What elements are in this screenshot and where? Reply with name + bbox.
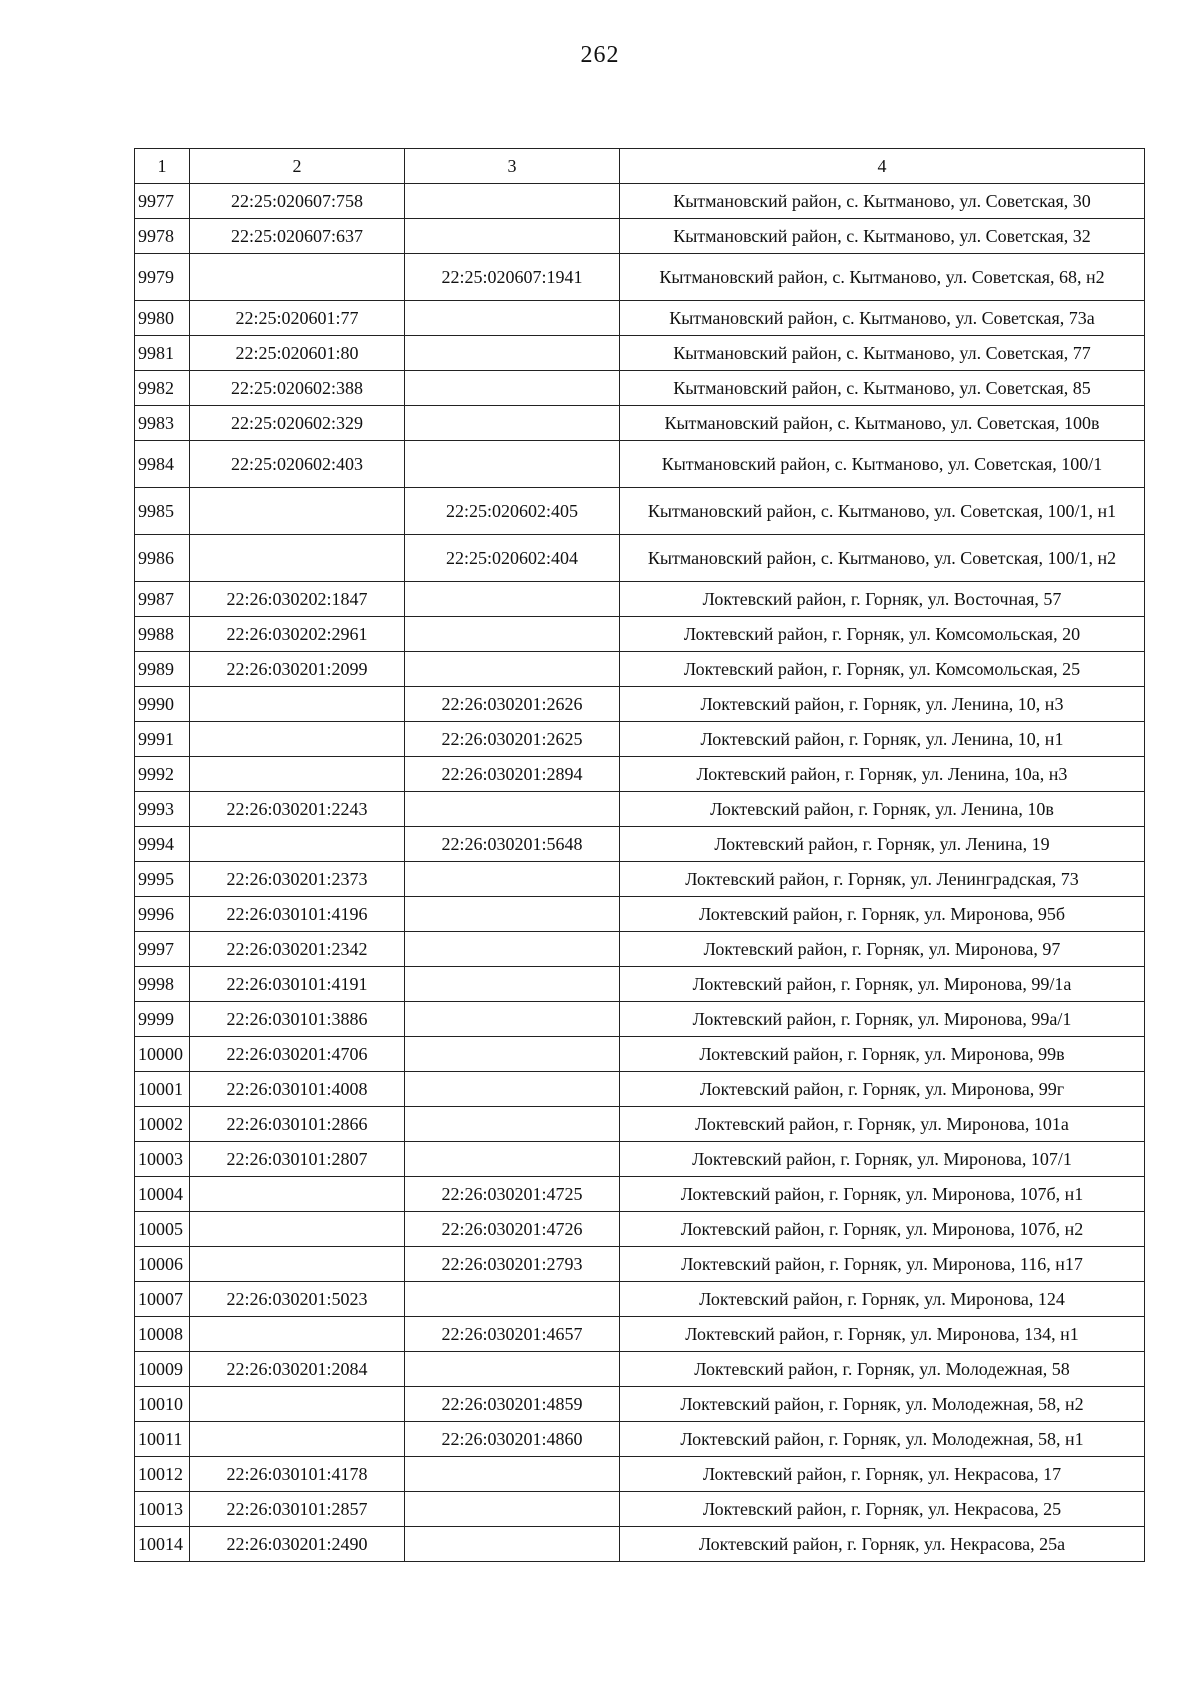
row-number: 9984 [135, 441, 190, 488]
row-number: 10011 [135, 1422, 190, 1457]
table-row [135, 184, 1145, 219]
row-number: 9977 [135, 184, 190, 219]
cadastral-number-col2: 22:26:030101:3886 [190, 1002, 405, 1037]
header-row [135, 149, 1145, 184]
cadastral-number-col2 [190, 535, 405, 582]
table-row [135, 406, 1145, 441]
table-row [135, 336, 1145, 371]
address: Локтевский район, г. Горняк, ул. Восточная, 57 [620, 582, 1145, 617]
address: Локтевский район, г. Горняк, ул. Миронова, 97 [620, 932, 1145, 967]
table-row [135, 1247, 1145, 1282]
cadastral-number-col2 [190, 1317, 405, 1352]
cadastral-number-col2: 22:26:030201:2342 [190, 932, 405, 967]
address: Кытмановский район, с. Кытманово, ул. Советская, 100/1, н1 [620, 488, 1145, 535]
table-row [135, 757, 1145, 792]
row-number: 9990 [135, 687, 190, 722]
cadastral-number-col2: 22:25:020607:637 [190, 219, 405, 254]
row-number: 9994 [135, 827, 190, 862]
cadastral-number-col2 [190, 1422, 405, 1457]
cadastral-number-col3 [405, 1492, 620, 1527]
row-number: 9978 [135, 219, 190, 254]
row-number: 9979 [135, 254, 190, 301]
cadastral-number-col2: 22:26:030101:4191 [190, 967, 405, 1002]
row-number: 10009 [135, 1352, 190, 1387]
table-row [135, 652, 1145, 687]
cadastral-number-col2: 22:26:030201:5023 [190, 1282, 405, 1317]
address: Локтевский район, г. Горняк, ул. Миронова, 107/1 [620, 1142, 1145, 1177]
table-row [135, 722, 1145, 757]
row-number: 10008 [135, 1317, 190, 1352]
address: Кытмановский район, с. Кытманово, ул. Советская, 30 [620, 184, 1145, 219]
table-row [135, 932, 1145, 967]
cadastral-number-col3 [405, 1457, 620, 1492]
cadastral-number-col2 [190, 1387, 405, 1422]
row-number: 9980 [135, 301, 190, 336]
cadastral-number-col2 [190, 1212, 405, 1247]
address: Локтевский район, г. Горняк, ул. Миронова, 101а [620, 1107, 1145, 1142]
cadastral-number-col2: 22:25:020602:403 [190, 441, 405, 488]
cadastral-number-col2 [190, 757, 405, 792]
row-number: 9987 [135, 582, 190, 617]
address: Локтевский район, г. Горняк, ул. Миронова, 107б, н1 [620, 1177, 1145, 1212]
cadastral-number-col3 [405, 219, 620, 254]
cadastral-number-col3 [405, 301, 620, 336]
cadastral-number-col2 [190, 1177, 405, 1212]
row-number: 9996 [135, 897, 190, 932]
address: Локтевский район, г. Горняк, ул. Молодежная, 58, н2 [620, 1387, 1145, 1422]
table-row [135, 687, 1145, 722]
address: Локтевский район, г. Горняк, ул. Ленина, 10, н3 [620, 687, 1145, 722]
header-col-3: 3 [405, 149, 620, 184]
table-row [135, 1177, 1145, 1212]
address: Локтевский район, г. Горняк, ул. Ленинградская, 73 [620, 862, 1145, 897]
cadastral-number-col2: 22:26:030201:2243 [190, 792, 405, 827]
cadastral-number-col2: 22:25:020607:758 [190, 184, 405, 219]
address: Локтевский район, г. Горняк, ул. Миронова, 107б, н2 [620, 1212, 1145, 1247]
cadastral-number-col3 [405, 617, 620, 652]
cadastral-number-col3: 22:26:030201:5648 [405, 827, 620, 862]
table-row [135, 254, 1145, 301]
row-number: 9997 [135, 932, 190, 967]
cadastral-number-col3 [405, 1037, 620, 1072]
cadastral-number-col3 [405, 1352, 620, 1387]
cadastral-number-col2: 22:26:030101:4196 [190, 897, 405, 932]
table-body [135, 184, 1145, 1562]
row-number: 10003 [135, 1142, 190, 1177]
table-row [135, 1492, 1145, 1527]
address: Локтевский район, г. Горняк, ул. Ленина, 19 [620, 827, 1145, 862]
row-number: 9985 [135, 488, 190, 535]
row-number: 10000 [135, 1037, 190, 1072]
row-number: 9991 [135, 722, 190, 757]
cadastral-number-col2: 22:26:030201:2490 [190, 1527, 405, 1562]
cadastral-number-col2 [190, 254, 405, 301]
cadastral-number-col2 [190, 827, 405, 862]
table-row [135, 792, 1145, 827]
address: Кытмановский район, с. Кытманово, ул. Советская, 85 [620, 371, 1145, 406]
address: Локтевский район, г. Горняк, ул. Миронова, 134, н1 [620, 1317, 1145, 1352]
cadastral-number-col3: 22:26:030201:4726 [405, 1212, 620, 1247]
row-number: 10001 [135, 1072, 190, 1107]
address: Кытмановский район, с. Кытманово, ул. Советская, 100/1 [620, 441, 1145, 488]
cadastral-number-col3: 22:26:030201:2793 [405, 1247, 620, 1282]
row-number: 9998 [135, 967, 190, 1002]
table-row [135, 1142, 1145, 1177]
cadastral-number-col2 [190, 1247, 405, 1282]
cadastral-number-col3 [405, 1072, 620, 1107]
table-row [135, 1317, 1145, 1352]
page-number: 262 [580, 42, 620, 68]
cadastral-number-col2: 22:26:030201:2084 [190, 1352, 405, 1387]
address: Локтевский район, г. Горняк, ул. Миронова, 95б [620, 897, 1145, 932]
table-row [135, 827, 1145, 862]
table-row [135, 219, 1145, 254]
row-number: 10007 [135, 1282, 190, 1317]
row-number: 10010 [135, 1387, 190, 1422]
address: Локтевский район, г. Горняк, ул. Некрасова, 25а [620, 1527, 1145, 1562]
header-col-2: 2 [190, 149, 405, 184]
address: Локтевский район, г. Горняк, ул. Ленина, 10, н1 [620, 722, 1145, 757]
row-number: 9999 [135, 1002, 190, 1037]
row-number: 9986 [135, 535, 190, 582]
table-row [135, 1282, 1145, 1317]
cadastral-number-col3 [405, 1527, 620, 1562]
cadastral-number-col3 [405, 582, 620, 617]
row-number: 10012 [135, 1457, 190, 1492]
cadastral-number-col3 [405, 1282, 620, 1317]
table-row [135, 1002, 1145, 1037]
row-number: 10006 [135, 1247, 190, 1282]
address: Локтевский район, г. Горняк, ул. Некрасова, 17 [620, 1457, 1145, 1492]
cadastral-number-col2 [190, 488, 405, 535]
table-row [135, 1422, 1145, 1457]
address: Локтевский район, г. Горняк, ул. Миронова, 99г [620, 1072, 1145, 1107]
table-row [135, 582, 1145, 617]
cadastral-number-col2: 22:25:020601:80 [190, 336, 405, 371]
cadastral-number-col2: 22:26:030101:2866 [190, 1107, 405, 1142]
table-row [135, 488, 1145, 535]
table-row [135, 1527, 1145, 1562]
row-number: 10005 [135, 1212, 190, 1247]
cadastral-number-col2: 22:26:030101:4008 [190, 1072, 405, 1107]
table-row [135, 897, 1145, 932]
row-number: 10013 [135, 1492, 190, 1527]
cadastral-number-col3 [405, 967, 620, 1002]
cadastral-number-col2 [190, 687, 405, 722]
cadastral-number-col3 [405, 336, 620, 371]
cadastral-number-col3: 22:26:030201:2625 [405, 722, 620, 757]
address: Локтевский район, г. Горняк, ул. Миронова, 99/1а [620, 967, 1145, 1002]
cadastral-number-col2: 22:25:020602:329 [190, 406, 405, 441]
row-number: 9982 [135, 371, 190, 406]
cadastral-number-col3 [405, 792, 620, 827]
header-col-1: 1 [135, 149, 190, 184]
cadastral-number-col3 [405, 371, 620, 406]
header-col-4: 4 [620, 149, 1145, 184]
cadastral-number-col3: 22:26:030201:4859 [405, 1387, 620, 1422]
address: Кытмановский район, с. Кытманово, ул. Советская, 73а [620, 301, 1145, 336]
address: Кытмановский район, с. Кытманово, ул. Советская, 100/1, н2 [620, 535, 1145, 582]
address: Локтевский район, г. Горняк, ул. Миронова, 116, н17 [620, 1247, 1145, 1282]
cadastral-number-col3: 22:25:020607:1941 [405, 254, 620, 301]
cadastral-number-col2: 22:26:030101:4178 [190, 1457, 405, 1492]
address: Локтевский район, г. Горняк, ул. Миронова, 99в [620, 1037, 1145, 1072]
address: Локтевский район, г. Горняк, ул. Комсомольская, 20 [620, 617, 1145, 652]
table-row [135, 441, 1145, 488]
cadastral-number-col3 [405, 897, 620, 932]
row-number: 9993 [135, 792, 190, 827]
cadastral-number-col2: 22:26:030201:2373 [190, 862, 405, 897]
cadastral-number-col2: 22:25:020601:77 [190, 301, 405, 336]
row-number: 9988 [135, 617, 190, 652]
table-row [135, 1352, 1145, 1387]
cadastral-number-col3: 22:26:030201:2894 [405, 757, 620, 792]
address: Кытмановский район, с. Кытманово, ул. Советская, 77 [620, 336, 1145, 371]
cadastral-number-col3: 22:26:030201:4725 [405, 1177, 620, 1212]
address: Локтевский район, г. Горняк, ул. Некрасова, 25 [620, 1492, 1145, 1527]
row-number: 10002 [135, 1107, 190, 1142]
table-row [135, 1072, 1145, 1107]
cadastral-number-col3: 22:26:030201:4860 [405, 1422, 620, 1457]
row-number: 9981 [135, 336, 190, 371]
table-row [135, 1107, 1145, 1142]
table-row [135, 1037, 1145, 1072]
address: Локтевский район, г. Горняк, ул. Ленина, 10в [620, 792, 1145, 827]
table-row [135, 1212, 1145, 1247]
address: Кытмановский район, с. Кытманово, ул. Советская, 68, н2 [620, 254, 1145, 301]
cadastral-number-col3 [405, 652, 620, 687]
table-row [135, 535, 1145, 582]
address: Локтевский район, г. Горняк, ул. Ленина, 10а, н3 [620, 757, 1145, 792]
address: Локтевский район, г. Горняк, ул. Миронова, 124 [620, 1282, 1145, 1317]
table-row [135, 1457, 1145, 1492]
registry-table [134, 148, 1145, 1562]
cadastral-number-col2: 22:26:030202:2961 [190, 617, 405, 652]
cadastral-number-col3 [405, 1002, 620, 1037]
row-number: 10014 [135, 1527, 190, 1562]
row-number: 9983 [135, 406, 190, 441]
row-number: 9989 [135, 652, 190, 687]
cadastral-number-col2 [190, 722, 405, 757]
cadastral-number-col2: 22:26:030202:1847 [190, 582, 405, 617]
cadastral-number-col3: 22:26:030201:4657 [405, 1317, 620, 1352]
cadastral-number-col3: 22:26:030201:2626 [405, 687, 620, 722]
row-number: 9995 [135, 862, 190, 897]
address: Кытмановский район, с. Кытманово, ул. Советская, 100в [620, 406, 1145, 441]
row-number: 9992 [135, 757, 190, 792]
address: Кытмановский район, с. Кытманово, ул. Советская, 32 [620, 219, 1145, 254]
cadastral-number-col3 [405, 1142, 620, 1177]
cadastral-number-col3 [405, 184, 620, 219]
table-header [135, 149, 1145, 184]
table-row [135, 862, 1145, 897]
table-row [135, 371, 1145, 406]
cadastral-number-col2: 22:25:020602:388 [190, 371, 405, 406]
cadastral-number-col3: 22:25:020602:405 [405, 488, 620, 535]
cadastral-number-col3 [405, 1107, 620, 1142]
cadastral-number-col3 [405, 406, 620, 441]
table-row [135, 301, 1145, 336]
table-row [135, 967, 1145, 1002]
cadastral-number-col2: 22:26:030201:2099 [190, 652, 405, 687]
row-number: 10004 [135, 1177, 190, 1212]
table-row [135, 617, 1145, 652]
address: Локтевский район, г. Горняк, ул. Молодежная, 58 [620, 1352, 1145, 1387]
address: Локтевский район, г. Горняк, ул. Миронова, 99а/1 [620, 1002, 1145, 1037]
cadastral-number-col2: 22:26:030101:2807 [190, 1142, 405, 1177]
cadastral-number-col3 [405, 932, 620, 967]
cadastral-number-col3 [405, 441, 620, 488]
cadastral-number-col3: 22:25:020602:404 [405, 535, 620, 582]
address: Локтевский район, г. Горняк, ул. Комсомольская, 25 [620, 652, 1145, 687]
cadastral-number-col2: 22:26:030201:4706 [190, 1037, 405, 1072]
table-row [135, 1387, 1145, 1422]
cadastral-number-col2: 22:26:030101:2857 [190, 1492, 405, 1527]
cadastral-number-col3 [405, 862, 620, 897]
address: Локтевский район, г. Горняк, ул. Молодежная, 58, н1 [620, 1422, 1145, 1457]
